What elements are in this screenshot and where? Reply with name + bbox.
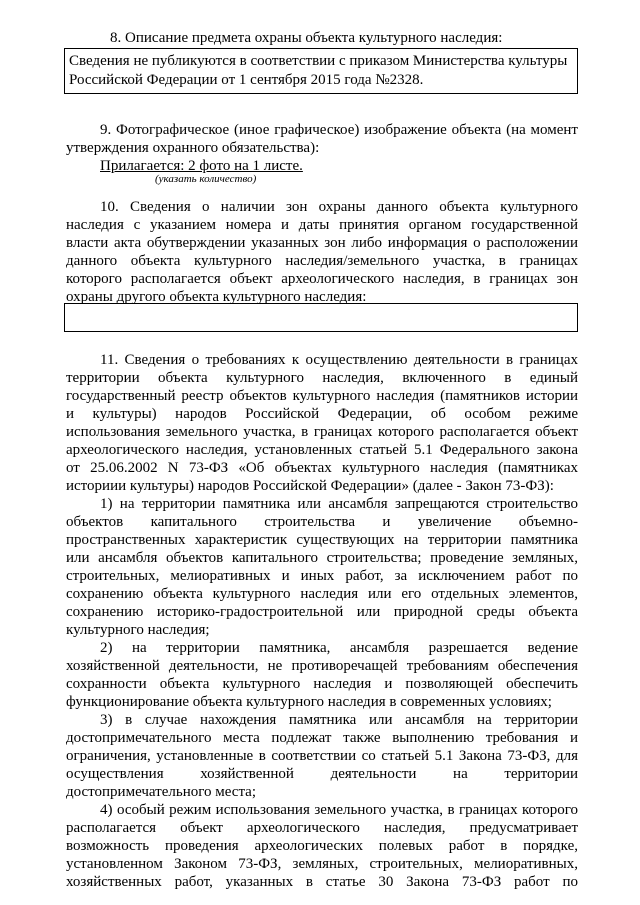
section-11-line: 11. Сведения о требованиях к осуществлению деятельности в границах <box>100 352 578 368</box>
section-9-line: 9. Фотографическое (иное графическое) изображение объекта (на момент <box>100 122 578 138</box>
section-11-line: сохранению объекта культурного наследия или его отдельных элементов, <box>66 586 578 602</box>
section-11-line: располагается объект археологического наследия, предусматривает <box>66 820 578 836</box>
section-11-item-2: 2) на территории памятника, ансамбля разрешается ведение <box>100 640 578 656</box>
section-11-line: осуществления хозяйственной деятельности на территории <box>66 766 578 782</box>
section-10-line: данного объекта культурного наследия/земельного участка, в границах <box>66 253 578 269</box>
section-10-line: 10. Сведения о наличии зон охраны данного объекта культурного <box>100 199 578 215</box>
section-11-item-1: 1) на территории памятника или ансамбля запрещаются строительство <box>100 496 578 512</box>
section-8-box-line: Российской Федерации от 1 сентября 2015 года №2328. <box>69 72 424 88</box>
section-9-attached: Прилагается: 2 фото на 1 листе. <box>100 158 303 174</box>
section-9-note: (указать количество) <box>155 173 257 185</box>
section-11-line: археологического наследия, установленных статьей 5.1 Федерального закона <box>66 442 578 458</box>
section-11-item-3: 3) в случае нахождения памятника или ансамбля на территории <box>100 712 578 728</box>
section-11-line: или ансамбля объектов капитального строительства; проведение земляных, <box>66 550 578 566</box>
section-11-line: хозяйственных работ, указанных в статье 30 Закона 73-ФЗ работ по <box>66 874 578 890</box>
section-11-line: функционирование объекта культурного наследия в современных условиях; <box>66 694 552 710</box>
section-11-line: от 25.06.2002 N 73-ФЗ «Об объектах культурного наследия (памятниках <box>66 460 578 476</box>
section-11-line: культурного наследия; <box>66 622 210 638</box>
section-8-box-line: Сведения не публикуются в соответствии с приказом Министерства культуры <box>69 53 568 69</box>
section-11-line: установленном Законом 73-ФЗ, земляных, строительных, мелиоративных, <box>66 856 578 872</box>
section-11-line: территории объекта культурного наследия, включенного в единый <box>66 370 578 386</box>
section-9-line: утверждения охранного обязательства): <box>66 140 320 156</box>
section-11-line: достопримечательного места подлежат также выполнению требования и <box>66 730 578 746</box>
section-10-line: наследия с указанием номера и даты принятия органом государственной <box>66 217 578 233</box>
section-11-item-4: 4) особый режим использования земельного участка, в границах которого <box>100 802 578 818</box>
section-11-line: пространственных характеристик существующих на территории памятника <box>66 532 578 548</box>
section-11-line: ограничения, установленные в соответствии со статьей 5.1 Закона 73-ФЗ, для <box>66 748 578 764</box>
section-11-line: сохранению историко-градостроительной или природной среды объекта <box>66 604 578 620</box>
section-10-line: которого располагается объект археологического наследия, в границах зон <box>66 271 578 287</box>
section-11-line: историии культуры) народов Российской Федерации» (далее - Закон 73-ФЗ): <box>66 478 554 494</box>
section-10-line: охраны другого объекта культурного наследия: <box>66 289 367 305</box>
section-11-line: строительных, мелиоративных и иных работ, за исключением работ по <box>66 568 578 584</box>
section-11-line: использования земельного участка, в границах которого располагается объект <box>66 424 578 440</box>
section-8-heading: 8. Описание предмета охраны объекта культурного наследия: <box>110 30 503 46</box>
section-11-line: хозяйственной деятельности, не противоречащей требованиям обеспечения <box>66 658 578 674</box>
section-8-box <box>64 48 578 94</box>
section-11-line: и культуры) народов Российской Федерации, об особом режиме <box>66 406 578 422</box>
section-11-line: возможность проведения археологических полевых работ в порядке, <box>66 838 578 854</box>
section-11-line: достопримечательного места; <box>66 784 257 800</box>
section-10-line: власти акта обутверждении указанных зон либо информация о расположении <box>66 235 578 251</box>
section-11-line: государственный реестр объектов культурного наследия (памятников истории <box>66 388 578 404</box>
section-10-box <box>64 303 578 332</box>
section-11-line: сохранности объекта культурного наследия и позволяющей обеспечить <box>66 676 578 692</box>
section-11-line: объектов капитального строительства и увеличение объемно- <box>66 514 578 530</box>
